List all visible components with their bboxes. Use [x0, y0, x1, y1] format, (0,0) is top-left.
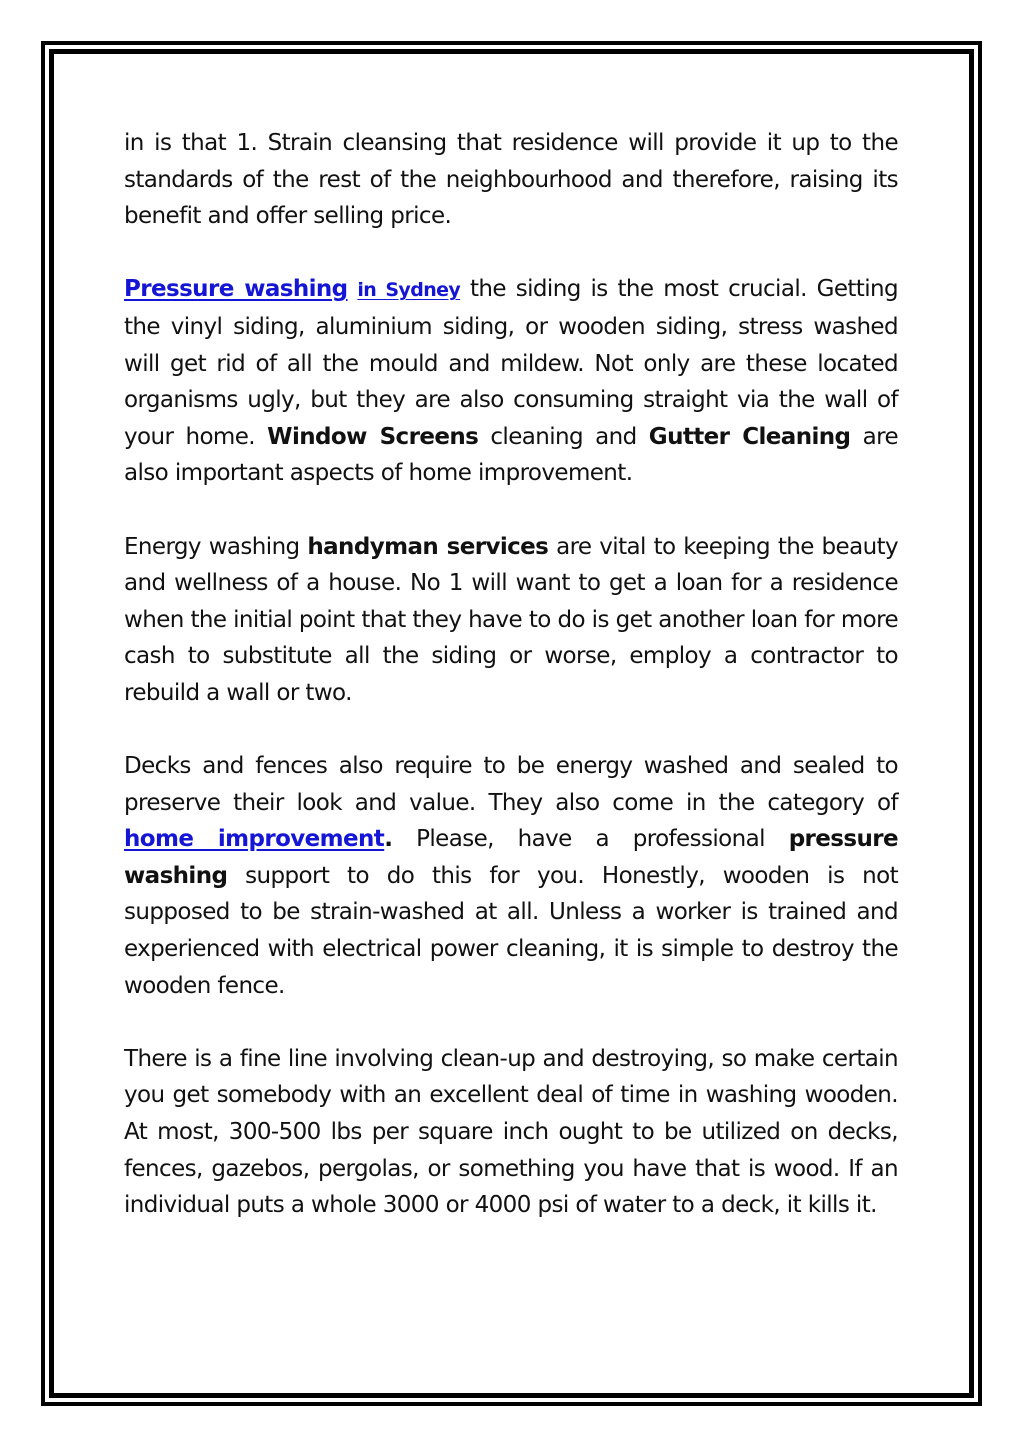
paragraph-4	[124, 748, 898, 1004]
document-body	[124, 125, 898, 1224]
paragraph-3-text-1: Energy washing	[124, 533, 308, 560]
paragraph-3-text-2: are vital to keeping the beauty and wellness of a house. No 1 will want to get a loan for a residence when the initial point that they have to do is get another loan for more cash to substitute all the siding or worse, employ a contractor to rebuild a wall or two.	[124, 533, 899, 706]
paragraph-5	[124, 1041, 898, 1224]
paragraph-4-text-4: support to do this for you. Honestly, wooden is not supposed to be strain-washed at all. Unless a worker is trained and experienced with electrical power cleaning, it is simple to destroy the wooden fence.	[124, 862, 898, 999]
handyman-services-bold: handyman services	[307, 533, 549, 560]
home-improvement-link[interactable]: home improvement	[124, 826, 385, 853]
gutter-cleaning-bold: Gutter Cleaning	[648, 423, 851, 450]
paragraph-3	[124, 529, 898, 712]
pressure-washing-link[interactable]: Pressure washing	[124, 276, 348, 303]
paragraph-4-text-3: Please, have a professional	[392, 826, 789, 853]
home-improvement-period: .	[384, 826, 393, 853]
paragraph-1	[124, 125, 898, 235]
in-sydney-link[interactable]: in Sydney	[357, 279, 461, 302]
paragraph-2-text-3: are also important aspects of home improvement.	[124, 423, 899, 487]
paragraph-1-text: in is that 1. Strain cleansing that residence will provide it up to the standards of the rest of the neighbourhood and therefore, raising its benefit and offer selling price.	[124, 130, 898, 230]
paragraph-2-text-2: cleaning and	[478, 423, 649, 450]
paragraph-4-text-1: Decks and fences also require to be energy washed and sealed to preserve their look and value. They also come in the category of	[124, 753, 898, 816]
paragraph-2-text-1: the siding is the most crucial. Getting the vinyl siding, aluminium siding, or wooden siding, stress washed will get rid of all the mould and mildew. Not only are these located organisms ugly, but they are also consuming straight via the wall of your home.	[124, 276, 898, 450]
paragraph-5-text: There is a fine line involving clean-up and destroying, so make certain you get somebody with an excellent deal of time in washing wooden. At most, 300-500 lbs per square inch ought to be utilized on decks, fences, gazebos, pergolas, or something you have that is wood. If an individual puts a whole 3000 or 4000 psi of water to a deck, it kills it.	[124, 1045, 898, 1219]
window-screens-bold: Window Screens	[267, 423, 479, 450]
pressure-washing-bold: pressure washing	[124, 826, 898, 889]
paragraph-2	[124, 271, 898, 492]
